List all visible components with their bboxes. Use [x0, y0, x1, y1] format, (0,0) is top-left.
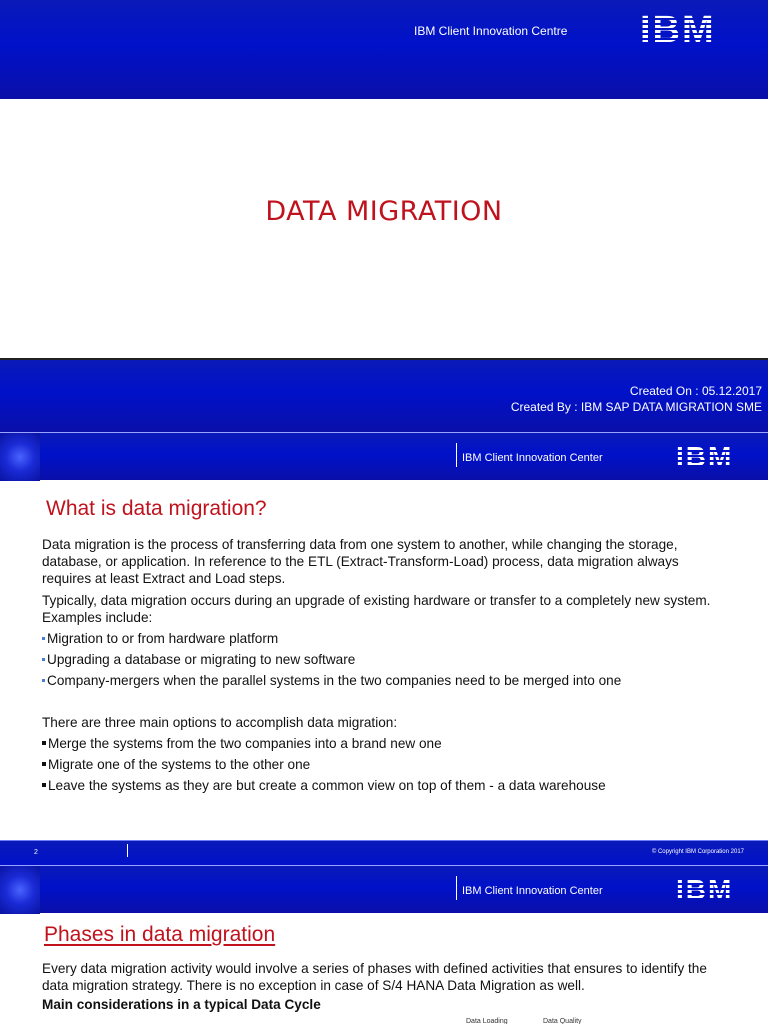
ibm-logo: IBM	[676, 441, 734, 472]
ibm-logo: IBM	[640, 9, 716, 51]
created-by-text: Created By : IBM SAP DATA MIGRATION SME	[510, 400, 762, 414]
slide1-title: DATA MIGRATION	[265, 196, 503, 227]
list-item: Merge the systems from the two companies into a brand new one	[42, 735, 606, 756]
list-item: Upgrading a database or migrating to new software	[42, 651, 621, 672]
slide3-header-text: IBM Client Innovation Center	[462, 885, 603, 897]
bullet-icon	[42, 637, 45, 640]
examples-list	[42, 630, 621, 693]
blue-orb-icon	[0, 866, 40, 914]
slide3-subheading: Main considerations in a typical Data Cycle	[42, 997, 321, 1012]
diagram-label-data-loading: Data Loading	[466, 1018, 508, 1024]
slide1-header-band	[0, 0, 768, 99]
slide2-heading: What is data migration?	[46, 497, 267, 520]
ibm-logo: IBM	[676, 874, 734, 905]
created-on-text: Created On : 05.12.2017	[629, 384, 762, 398]
slide2-footer-band	[0, 840, 768, 865]
list-item: Leave the systems as they are but create a common view on top of them - a data warehouse	[42, 777, 606, 798]
list-item: Company-mergers when the parallel systems in the two companies need to be merged into one	[42, 672, 621, 693]
bullet-icon	[42, 762, 46, 766]
options-list	[42, 735, 606, 798]
slide3-header-band	[0, 865, 768, 913]
slide3-paragraph-1: Every data migration activity would involve a series of phases with defined activities that ensures to identify the data migration strategy. There is no exception in case of S/4 HANA Data Migration as well.	[42, 961, 707, 993]
slide1-header-text: IBM Client Innovation Centre	[414, 24, 568, 38]
bullet-icon	[42, 741, 46, 745]
slide2-header-text: IBM Client Innovation Center	[462, 452, 603, 464]
blue-orb-icon	[0, 433, 40, 481]
bullet-icon	[42, 679, 45, 682]
copyright-text: © Copyright IBM Corporation 2017	[651, 849, 744, 855]
slide1-footer-band	[0, 358, 768, 432]
slide2-paragraph-2: Typically, data migration occurs during an upgrade of existing hardware or transfer to a completely new system. Examples include:	[42, 593, 711, 625]
slide2-paragraph-1: Data migration is the process of transferring data from one system to another, while changing the storage, database, or application. In reference to the ETL (Extract-Transform-Load) process, data migration always requires at least Extract and Load steps.	[42, 537, 679, 586]
diagram-label-data-quality: Data Quality	[543, 1018, 582, 1024]
list-item: Migrate one of the systems to the other one	[42, 756, 606, 777]
slide3-heading: Phases in data migration	[44, 923, 276, 946]
bullet-icon	[42, 783, 46, 787]
header-divider	[456, 443, 457, 467]
slide2-paragraph-3: There are three main options to accomplish data migration:	[42, 715, 398, 730]
bullet-icon	[42, 658, 45, 661]
footer-divider	[127, 844, 128, 857]
header-divider	[456, 876, 457, 900]
list-item: Migration to or from hardware platform	[42, 630, 621, 651]
page-number: 2	[34, 849, 38, 856]
slide2-header-band	[0, 432, 768, 480]
